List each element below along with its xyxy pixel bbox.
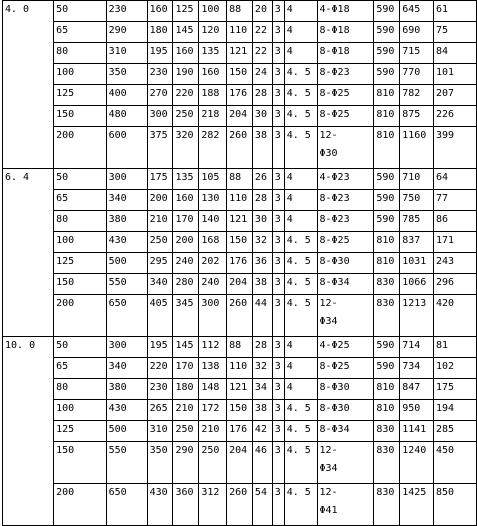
cell-d1: 310 <box>147 421 173 442</box>
cell-b: 30 <box>252 211 272 232</box>
cell-h: 590 <box>374 337 400 358</box>
cell-h: 590 <box>374 1 400 22</box>
cell-d3: 210 <box>199 421 227 442</box>
cell-n-gap: 4. 5 <box>284 127 317 169</box>
cell-d4: 176 <box>227 85 253 106</box>
cell-d4: 88 <box>227 1 253 22</box>
cell-b: 24 <box>252 64 272 85</box>
cell-d3: 100 <box>199 1 227 22</box>
cell-bolts: 8-Φ25 <box>317 85 374 106</box>
cell-d2: 290 <box>173 442 199 484</box>
cell-f: 3 <box>272 379 284 400</box>
cell-d2: 160 <box>173 190 199 211</box>
cell-dn: 125 <box>54 253 106 274</box>
cell-d1: 250 <box>147 232 173 253</box>
cell-d2: 250 <box>173 421 199 442</box>
cell-d4: 88 <box>227 169 253 190</box>
cell-h: 590 <box>374 43 400 64</box>
cell-n-gap: 4. 5 <box>284 442 317 484</box>
cell-f: 3 <box>272 211 284 232</box>
cell-b: 30 <box>252 106 272 127</box>
cell-d3: 120 <box>199 22 227 43</box>
cell-b: 36 <box>252 253 272 274</box>
cell-d2: 135 <box>173 169 199 190</box>
cell-bolts: 8-Φ18 <box>317 22 374 43</box>
cell-d2: 125 <box>173 1 199 22</box>
cell-d0: 300 <box>106 337 147 358</box>
cell-h: 810 <box>374 379 400 400</box>
table-row <box>3 211 477 232</box>
cell-d4: 150 <box>227 232 253 253</box>
cell-dn: 150 <box>54 442 106 484</box>
cell-h: 810 <box>374 127 400 169</box>
cell-d0: 600 <box>106 127 147 169</box>
cell-d4: 260 <box>227 484 253 526</box>
cell-h: 830 <box>374 421 400 442</box>
cell-weight: 226 <box>433 106 476 127</box>
cell-l: 847 <box>400 379 434 400</box>
cell-f: 3 <box>272 484 284 526</box>
cell-bolts: 8-Φ18 <box>317 43 374 64</box>
cell-bolts: 8-Φ25 <box>317 358 374 379</box>
cell-b: 32 <box>252 358 272 379</box>
cell-d3: 168 <box>199 232 227 253</box>
cell-f: 3 <box>272 274 284 295</box>
cell-l: 1066 <box>400 274 434 295</box>
cell-n-gap: 4 <box>284 190 317 211</box>
cell-l: 645 <box>400 1 434 22</box>
cell-b: 28 <box>252 85 272 106</box>
cell-dn: 125 <box>54 85 106 106</box>
cell-f: 3 <box>272 106 284 127</box>
cell-bolts: 4-Φ25 <box>317 337 374 358</box>
cell-d0: 310 <box>106 43 147 64</box>
cell-d1: 200 <box>147 190 173 211</box>
cell-d2: 180 <box>173 379 199 400</box>
cell-dn: 150 <box>54 106 106 127</box>
cell-f: 3 <box>272 232 284 253</box>
cell-weight: 175 <box>433 379 476 400</box>
cell-l: 782 <box>400 85 434 106</box>
cell-d3: 130 <box>199 190 227 211</box>
cell-f: 3 <box>272 43 284 64</box>
cell-d3: 105 <box>199 169 227 190</box>
table-row <box>3 169 477 190</box>
table-row <box>3 43 477 64</box>
cell-b: 22 <box>252 22 272 43</box>
cell-l: 785 <box>400 211 434 232</box>
cell-weight: 101 <box>433 64 476 85</box>
cell-h: 590 <box>374 22 400 43</box>
cell-bolts: 8-Φ23 <box>317 64 374 85</box>
cell-weight: 64 <box>433 169 476 190</box>
cell-dn: 200 <box>54 484 106 526</box>
table-row <box>3 295 477 337</box>
cell-d0: 500 <box>106 253 147 274</box>
cell-n-gap: 4. 5 <box>284 421 317 442</box>
cell-d3: 250 <box>199 442 227 484</box>
cell-bolts: 8-Φ23 <box>317 190 374 211</box>
cell-f: 3 <box>272 169 284 190</box>
cell-l: 1213 <box>400 295 434 337</box>
cell-n-gap: 4. 5 <box>284 64 317 85</box>
cell-l: 837 <box>400 232 434 253</box>
cell-l: 734 <box>400 358 434 379</box>
cell-d0: 340 <box>106 358 147 379</box>
cell-h: 810 <box>374 232 400 253</box>
cell-d3: 312 <box>199 484 227 526</box>
cell-l: 715 <box>400 43 434 64</box>
table-row <box>3 106 477 127</box>
cell-bolts: 4-Φ18 <box>317 1 374 22</box>
cell-b: 20 <box>252 1 272 22</box>
table-row <box>3 190 477 211</box>
cell-d4: 121 <box>227 379 253 400</box>
cell-weight: 285 <box>433 421 476 442</box>
cell-d0: 550 <box>106 442 147 484</box>
cell-weight: 84 <box>433 43 476 64</box>
cell-n-gap: 4 <box>284 337 317 358</box>
cell-weight: 81 <box>433 337 476 358</box>
cell-d4: 110 <box>227 22 253 43</box>
cell-dn: 50 <box>54 337 106 358</box>
cell-h: 810 <box>374 400 400 421</box>
cell-bolts: 8-Φ23 <box>317 211 374 232</box>
cell-dn: 100 <box>54 400 106 421</box>
cell-f: 3 <box>272 190 284 211</box>
cell-l: 1031 <box>400 253 434 274</box>
cell-d1: 340 <box>147 274 173 295</box>
cell-d3: 112 <box>199 337 227 358</box>
cell-n-gap: 4. 5 <box>284 274 317 295</box>
cell-dn: 125 <box>54 421 106 442</box>
cell-n-gap: 4. 5 <box>284 295 317 337</box>
cell-d1: 295 <box>147 253 173 274</box>
cell-d3: 138 <box>199 358 227 379</box>
cell-d3: 240 <box>199 274 227 295</box>
cell-bolts: 8-Φ25 <box>317 232 374 253</box>
cell-d0: 650 <box>106 295 147 337</box>
cell-dn: 50 <box>54 1 106 22</box>
cell-dn: 200 <box>54 127 106 169</box>
cell-weight: 86 <box>433 211 476 232</box>
cell-n-gap: 4. 5 <box>284 85 317 106</box>
cell-d1: 230 <box>147 64 173 85</box>
cell-dn: 50 <box>54 169 106 190</box>
cell-d4: 121 <box>227 211 253 232</box>
cell-b: 38 <box>252 127 272 169</box>
cell-weight: 77 <box>433 190 476 211</box>
table-row <box>3 85 477 106</box>
cell-weight: 450 <box>433 442 476 484</box>
cell-l: 770 <box>400 64 434 85</box>
cell-d2: 170 <box>173 358 199 379</box>
cell-f: 3 <box>272 85 284 106</box>
table-row <box>3 442 477 484</box>
cell-d0: 650 <box>106 484 147 526</box>
cell-d4: 88 <box>227 337 253 358</box>
table-row <box>3 400 477 421</box>
table-row <box>3 337 477 358</box>
cell-d3: 135 <box>199 43 227 64</box>
cell-d0: 290 <box>106 22 147 43</box>
cell-h: 810 <box>374 106 400 127</box>
flange-dimension-table <box>2 0 477 526</box>
cell-l: 950 <box>400 400 434 421</box>
cell-b: 28 <box>252 337 272 358</box>
cell-d0: 480 <box>106 106 147 127</box>
cell-n-gap: 4 <box>284 22 317 43</box>
cell-d1: 430 <box>147 484 173 526</box>
cell-b: 26 <box>252 169 272 190</box>
cell-weight: 850 <box>433 484 476 526</box>
cell-dn: 80 <box>54 211 106 232</box>
cell-bolts: 8-Φ30 <box>317 400 374 421</box>
cell-b: 38 <box>252 274 272 295</box>
cell-f: 3 <box>272 22 284 43</box>
cell-b: 38 <box>252 400 272 421</box>
cell-b: 32 <box>252 232 272 253</box>
cell-d4: 260 <box>227 127 253 169</box>
cell-h: 830 <box>374 484 400 526</box>
cell-h: 590 <box>374 64 400 85</box>
cell-d1: 270 <box>147 85 173 106</box>
cell-d0: 340 <box>106 190 147 211</box>
cell-dn: 200 <box>54 295 106 337</box>
cell-bolts: 8-Φ30 <box>317 253 374 274</box>
table-row <box>3 127 477 169</box>
pressure-group-label: 10. 0 <box>3 337 54 526</box>
cell-d2: 220 <box>173 85 199 106</box>
table-row <box>3 253 477 274</box>
cell-d0: 550 <box>106 274 147 295</box>
table-row <box>3 274 477 295</box>
cell-d2: 210 <box>173 400 199 421</box>
cell-d4: 260 <box>227 295 253 337</box>
table-row <box>3 379 477 400</box>
cell-d2: 250 <box>173 106 199 127</box>
cell-h: 590 <box>374 190 400 211</box>
cell-d2: 320 <box>173 127 199 169</box>
cell-bolts: 8-Φ34 <box>317 274 374 295</box>
cell-d2: 190 <box>173 64 199 85</box>
cell-weight: 102 <box>433 358 476 379</box>
cell-bolts: 12- Φ30 <box>317 127 374 169</box>
cell-weight: 61 <box>433 1 476 22</box>
cell-d4: 176 <box>227 421 253 442</box>
cell-f: 3 <box>272 442 284 484</box>
cell-weight: 171 <box>433 232 476 253</box>
cell-d4: 204 <box>227 274 253 295</box>
cell-d4: 204 <box>227 442 253 484</box>
cell-n-gap: 4 <box>284 1 317 22</box>
cell-l: 750 <box>400 190 434 211</box>
cell-d1: 180 <box>147 22 173 43</box>
cell-n-gap: 4 <box>284 169 317 190</box>
cell-d1: 265 <box>147 400 173 421</box>
cell-d1: 210 <box>147 211 173 232</box>
cell-b: 28 <box>252 190 272 211</box>
cell-d4: 110 <box>227 190 253 211</box>
cell-d1: 195 <box>147 43 173 64</box>
cell-d4: 110 <box>227 358 253 379</box>
cell-n-gap: 4. 5 <box>284 400 317 421</box>
cell-d2: 160 <box>173 43 199 64</box>
cell-h: 830 <box>374 274 400 295</box>
cell-b: 42 <box>252 421 272 442</box>
cell-d1: 405 <box>147 295 173 337</box>
cell-d0: 350 <box>106 64 147 85</box>
cell-n-gap: 4. 5 <box>284 106 317 127</box>
cell-weight: 399 <box>433 127 476 169</box>
cell-dn: 100 <box>54 232 106 253</box>
cell-d0: 430 <box>106 400 147 421</box>
cell-d0: 230 <box>106 1 147 22</box>
cell-n-gap: 4 <box>284 379 317 400</box>
cell-weight: 194 <box>433 400 476 421</box>
cell-d2: 145 <box>173 22 199 43</box>
cell-d3: 202 <box>199 253 227 274</box>
cell-bolts: 8-Φ34 <box>317 421 374 442</box>
cell-d3: 140 <box>199 211 227 232</box>
cell-n-gap: 4. 5 <box>284 232 317 253</box>
cell-d1: 195 <box>147 337 173 358</box>
cell-f: 3 <box>272 400 284 421</box>
cell-d1: 350 <box>147 442 173 484</box>
cell-d1: 160 <box>147 1 173 22</box>
table-row <box>3 64 477 85</box>
cell-l: 1141 <box>400 421 434 442</box>
cell-dn: 65 <box>54 190 106 211</box>
cell-d0: 430 <box>106 232 147 253</box>
cell-dn: 100 <box>54 64 106 85</box>
cell-d2: 145 <box>173 337 199 358</box>
pressure-group-label: 4. 0 <box>3 1 54 169</box>
cell-d4: 176 <box>227 253 253 274</box>
cell-weight: 207 <box>433 85 476 106</box>
cell-d2: 280 <box>173 274 199 295</box>
table-row <box>3 484 477 526</box>
cell-f: 3 <box>272 337 284 358</box>
cell-f: 3 <box>272 358 284 379</box>
cell-d4: 150 <box>227 400 253 421</box>
cell-d0: 400 <box>106 85 147 106</box>
cell-f: 3 <box>272 1 284 22</box>
table-row <box>3 232 477 253</box>
cell-d0: 380 <box>106 211 147 232</box>
cell-l: 710 <box>400 169 434 190</box>
cell-h: 590 <box>374 358 400 379</box>
cell-d3: 148 <box>199 379 227 400</box>
cell-h: 810 <box>374 253 400 274</box>
cell-d4: 150 <box>227 64 253 85</box>
cell-f: 3 <box>272 127 284 169</box>
table-row <box>3 1 477 22</box>
cell-l: 1425 <box>400 484 434 526</box>
cell-n-gap: 4 <box>284 43 317 64</box>
cell-d4: 204 <box>227 106 253 127</box>
cell-d2: 360 <box>173 484 199 526</box>
cell-d2: 170 <box>173 211 199 232</box>
cell-b: 54 <box>252 484 272 526</box>
cell-d1: 175 <box>147 169 173 190</box>
cell-bolts: 12- Φ34 <box>317 295 374 337</box>
cell-dn: 80 <box>54 43 106 64</box>
cell-h: 590 <box>374 211 400 232</box>
cell-d1: 220 <box>147 358 173 379</box>
cell-d0: 500 <box>106 421 147 442</box>
cell-d1: 300 <box>147 106 173 127</box>
cell-bolts: 4-Φ23 <box>317 169 374 190</box>
cell-d3: 188 <box>199 85 227 106</box>
cell-d1: 230 <box>147 379 173 400</box>
cell-dn: 65 <box>54 358 106 379</box>
cell-d2: 345 <box>173 295 199 337</box>
cell-n-gap: 4. 5 <box>284 253 317 274</box>
cell-f: 3 <box>272 64 284 85</box>
cell-d0: 380 <box>106 379 147 400</box>
cell-h: 810 <box>374 85 400 106</box>
cell-d3: 300 <box>199 295 227 337</box>
cell-d3: 282 <box>199 127 227 169</box>
cell-dn: 80 <box>54 379 106 400</box>
cell-l: 690 <box>400 22 434 43</box>
cell-bolts: 12- Φ34 <box>317 442 374 484</box>
cell-n-gap: 4 <box>284 358 317 379</box>
cell-l: 875 <box>400 106 434 127</box>
cell-h: 590 <box>374 169 400 190</box>
cell-l: 1160 <box>400 127 434 169</box>
pressure-group-label: 6. 4 <box>3 169 54 337</box>
cell-d4: 121 <box>227 43 253 64</box>
cell-bolts: 12- Φ41 <box>317 484 374 526</box>
cell-n-gap: 4. 5 <box>284 484 317 526</box>
cell-d1: 375 <box>147 127 173 169</box>
table-row <box>3 22 477 43</box>
cell-f: 3 <box>272 253 284 274</box>
cell-d3: 218 <box>199 106 227 127</box>
cell-d0: 300 <box>106 169 147 190</box>
cell-b: 34 <box>252 379 272 400</box>
cell-d3: 172 <box>199 400 227 421</box>
cell-d2: 240 <box>173 253 199 274</box>
cell-h: 830 <box>374 442 400 484</box>
cell-b: 44 <box>252 295 272 337</box>
cell-f: 3 <box>272 421 284 442</box>
cell-b: 46 <box>252 442 272 484</box>
cell-bolts: 8-Φ30 <box>317 379 374 400</box>
table-row <box>3 358 477 379</box>
cell-weight: 243 <box>433 253 476 274</box>
cell-weight: 296 <box>433 274 476 295</box>
cell-h: 830 <box>374 295 400 337</box>
cell-d3: 160 <box>199 64 227 85</box>
cell-l: 1240 <box>400 442 434 484</box>
cell-dn: 65 <box>54 22 106 43</box>
cell-f: 3 <box>272 295 284 337</box>
cell-dn: 150 <box>54 274 106 295</box>
cell-bolts: 8-Φ25 <box>317 106 374 127</box>
cell-weight: 75 <box>433 22 476 43</box>
cell-l: 714 <box>400 337 434 358</box>
cell-b: 22 <box>252 43 272 64</box>
cell-weight: 420 <box>433 295 476 337</box>
table-row <box>3 421 477 442</box>
cell-n-gap: 4 <box>284 211 317 232</box>
cell-d2: 200 <box>173 232 199 253</box>
